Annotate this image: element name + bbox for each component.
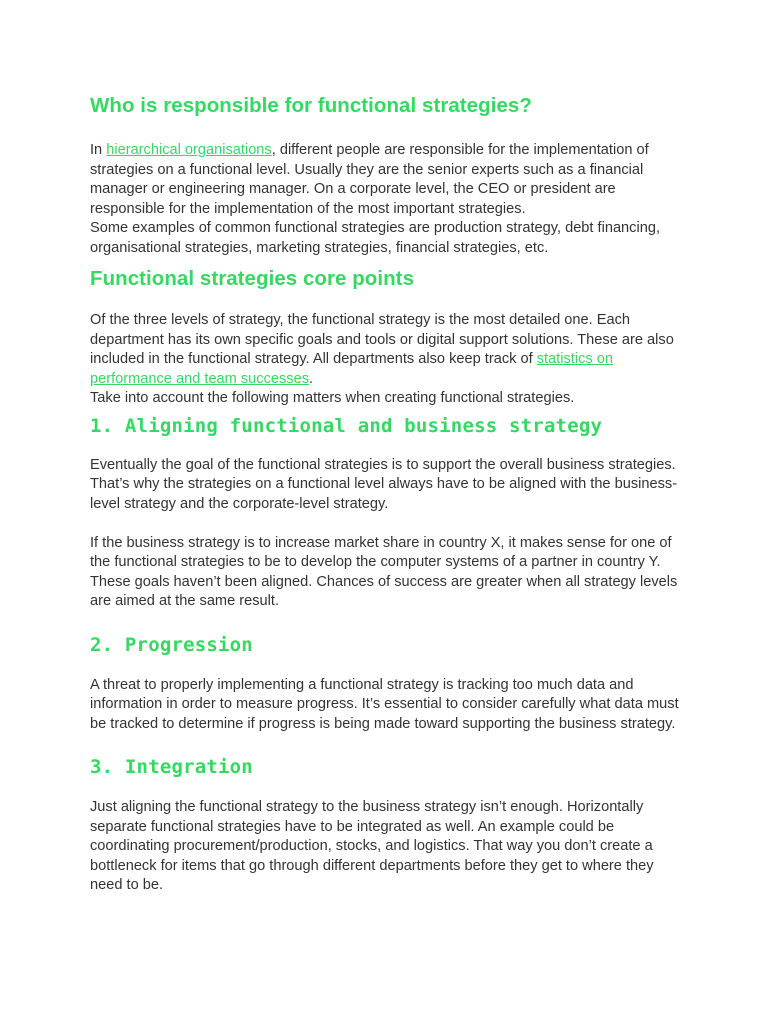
paragraph-hierarchical [90, 141, 690, 219]
paragraph-text: , different people are responsible for the implementation of strategies on a functional level. Usually they are the senior experts such as a financial manager or engineering manager. On a corporate level, the CEO or president are responsible for the implementation of the most important strategies. [90, 142, 649, 217]
paragraph-just-aligning: Just aligning the functional strategy to the business strategy isn’t enough. Horizontally separate functional strategies have to be integrated as well. An example could be coordinating procurement/production, stocks, and logistics. That way you don’t create a bottleneck for items that go through different departments before they get to where they need to be. [90, 799, 654, 893]
paragraph-text: . [309, 370, 314, 387]
paragraph-eventually: Eventually the goal of the functional strategies is to support the overall business strategies. That’s why the strategies on a functional level always have to be aligned with the business-level strategy and the corporate-level strategy. [90, 456, 678, 512]
paragraph-three-levels [90, 311, 690, 389]
heading-aligning: 1. Aligning functional and business strategy [90, 414, 603, 437]
heading-who-is-responsible: Who is responsible for functional strategies? [90, 94, 532, 117]
heading-core-points: Functional strategies core points [90, 267, 415, 290]
paragraph-examples: Some examples of common functional strategies are production strategy, debt financing, organisational strategies, marketing strategies, financial strategies, etc. [90, 220, 661, 256]
paragraph-market-share: If the business strategy is to increase market share in country X, it makes sense for one of the functional strategies to be to develop the computer systems of a partner in country Y. These goals haven’t been aligned. Chances of success are greater when all strategy levels are aimed at the same result. [90, 534, 678, 609]
statistics-performance-link[interactable]: statistics on performance and team successes [90, 351, 613, 387]
paragraph-text: Of the three levels of strategy, the functional strategy is the most detailed one. Each department has its own specific goals and tools or digital support solutions. These are also included in the functional strategy. All departments also keep track of [90, 312, 674, 367]
article-content [90, 92, 690, 896]
heading-progression: 2. Progression [90, 633, 253, 656]
paragraph-threat: A threat to properly implementing a functional strategy is tracking too much data and information in order to measure progress. It’s essential to consider carefully what data must be tracked to determine if progress is being made toward supporting the business strategy. [90, 676, 679, 732]
paragraph-take-into-account: Take into account the following matters when creating functional strategies. [90, 390, 575, 406]
heading-integration: 3. Integration [90, 756, 253, 778]
paragraph-text: In [90, 142, 107, 158]
hierarchical-organisations-link[interactable]: hierarchical organisations [106, 142, 272, 158]
